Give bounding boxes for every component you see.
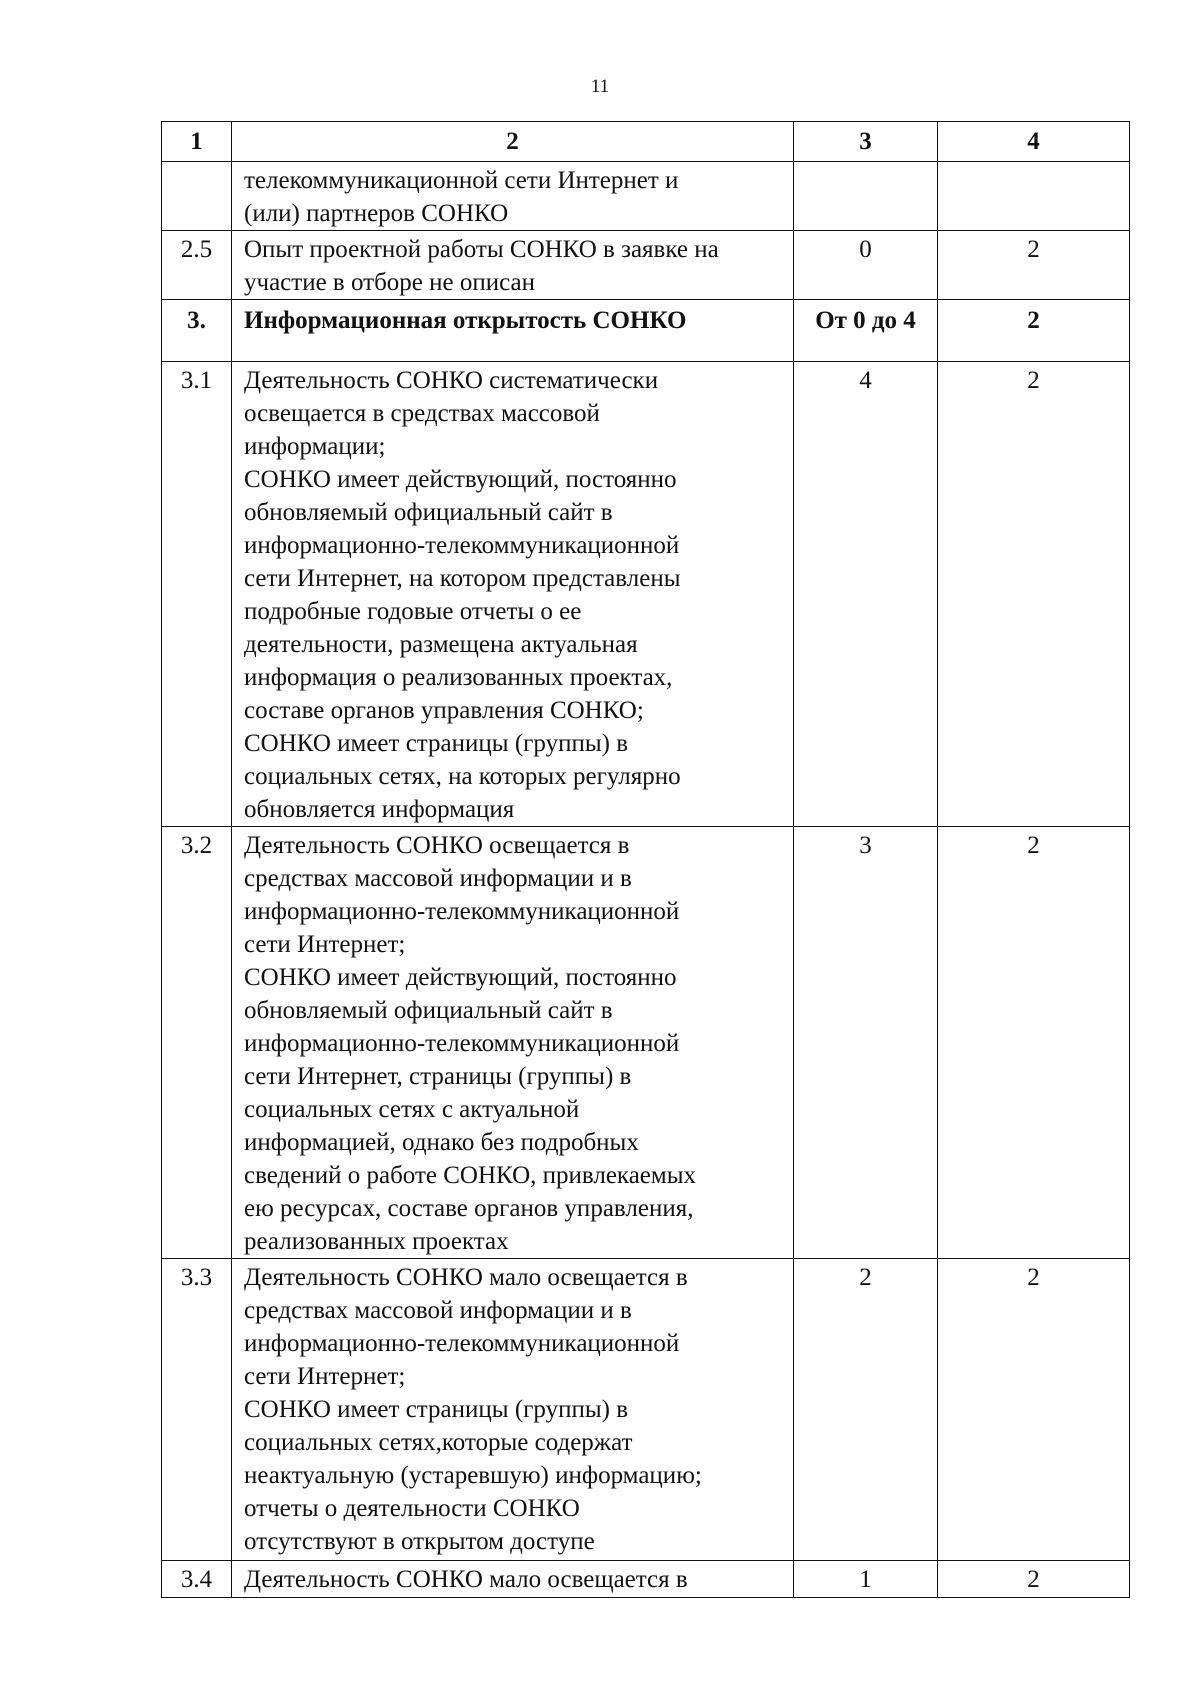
row-score: 3 [794, 827, 938, 1259]
table-header-row [162, 122, 1130, 162]
row-number: 2.5 [162, 231, 232, 300]
table-row [162, 1561, 1130, 1598]
table-row [162, 827, 1130, 1259]
row-weight: 2 [938, 300, 1130, 362]
row-number: 3.1 [162, 362, 232, 827]
table-row [162, 362, 1130, 827]
table-row [162, 1259, 1130, 1561]
row-description: телекоммуникационной сети Интернет и (или) партнеров СОНКО [232, 162, 794, 231]
row-score: 4 [794, 362, 938, 827]
row-number: 3. [162, 300, 232, 362]
header-col-1: 1 [162, 122, 232, 162]
row-description: Деятельность СОНКО освещается в средствах массовой информации и в информационно-телекоммуникационной сети Интернет; СОНКО имеет действующий, постоянно обновляемый официальный сайт в информационно-телекоммуникационной сети Интернет, страницы (группы) в социальных сетях с актуальной информацией, однако без подробных сведений о работе СОНКО, привлекаемых ею ресурсах, составе органов управления, реализованных проектах [232, 827, 794, 1259]
header-col-2: 2 [232, 122, 794, 162]
table-row [162, 231, 1130, 300]
criteria-table [161, 121, 1130, 1598]
row-score: 2 [794, 1259, 938, 1561]
row-number: 3.3 [162, 1259, 232, 1561]
row-weight: 2 [938, 362, 1130, 827]
row-weight: 2 [938, 231, 1130, 300]
row-weight: 2 [938, 1259, 1130, 1561]
row-score: 1 [794, 1561, 938, 1598]
row-description: Опыт проектной работы СОНКО в заявке на участие в отборе не описан [232, 231, 794, 300]
row-weight: 2 [938, 827, 1130, 1259]
header-col-3: 3 [794, 122, 938, 162]
row-description: Информационная открытость СОНКО [232, 300, 794, 362]
row-number: 3.2 [162, 827, 232, 1259]
section-header-row [162, 300, 1130, 362]
row-description: Деятельность СОНКО мало освещается в [232, 1561, 794, 1598]
row-weight: 2 [938, 1561, 1130, 1598]
row-description: Деятельность СОНКО систематически освещается в средствах массовой информации; СОНКО имеет действующий, постоянно обновляемый официальный сайт в информационно-телекоммуникационной сети Интернет, на котором представлены подробные годовые отчеты о ее деятельности, размещена актуальная информация о реализованных проектах, составе органов управления СОНКО; СОНКО имеет страницы (группы) в социальных сетях, на которых регулярно обновляется информация [232, 362, 794, 827]
table-row [162, 162, 1130, 231]
row-score [794, 162, 938, 231]
row-score: 0 [794, 231, 938, 300]
row-number: 3.4 [162, 1561, 232, 1598]
row-number [162, 162, 232, 231]
header-col-4: 4 [938, 122, 1130, 162]
page-number: 11 [590, 76, 610, 97]
row-description: Деятельность СОНКО мало освещается в средствах массовой информации и в информационно-телекоммуникационной сети Интернет; СОНКО имеет страницы (группы) в социальных сетях,которые содержат неактуальную (устаревшую) информацию; отчеты о деятельности СОНКО отсутствуют в открытом доступе [232, 1259, 794, 1561]
row-score: От 0 до 4 [794, 300, 938, 362]
row-weight [938, 162, 1130, 231]
